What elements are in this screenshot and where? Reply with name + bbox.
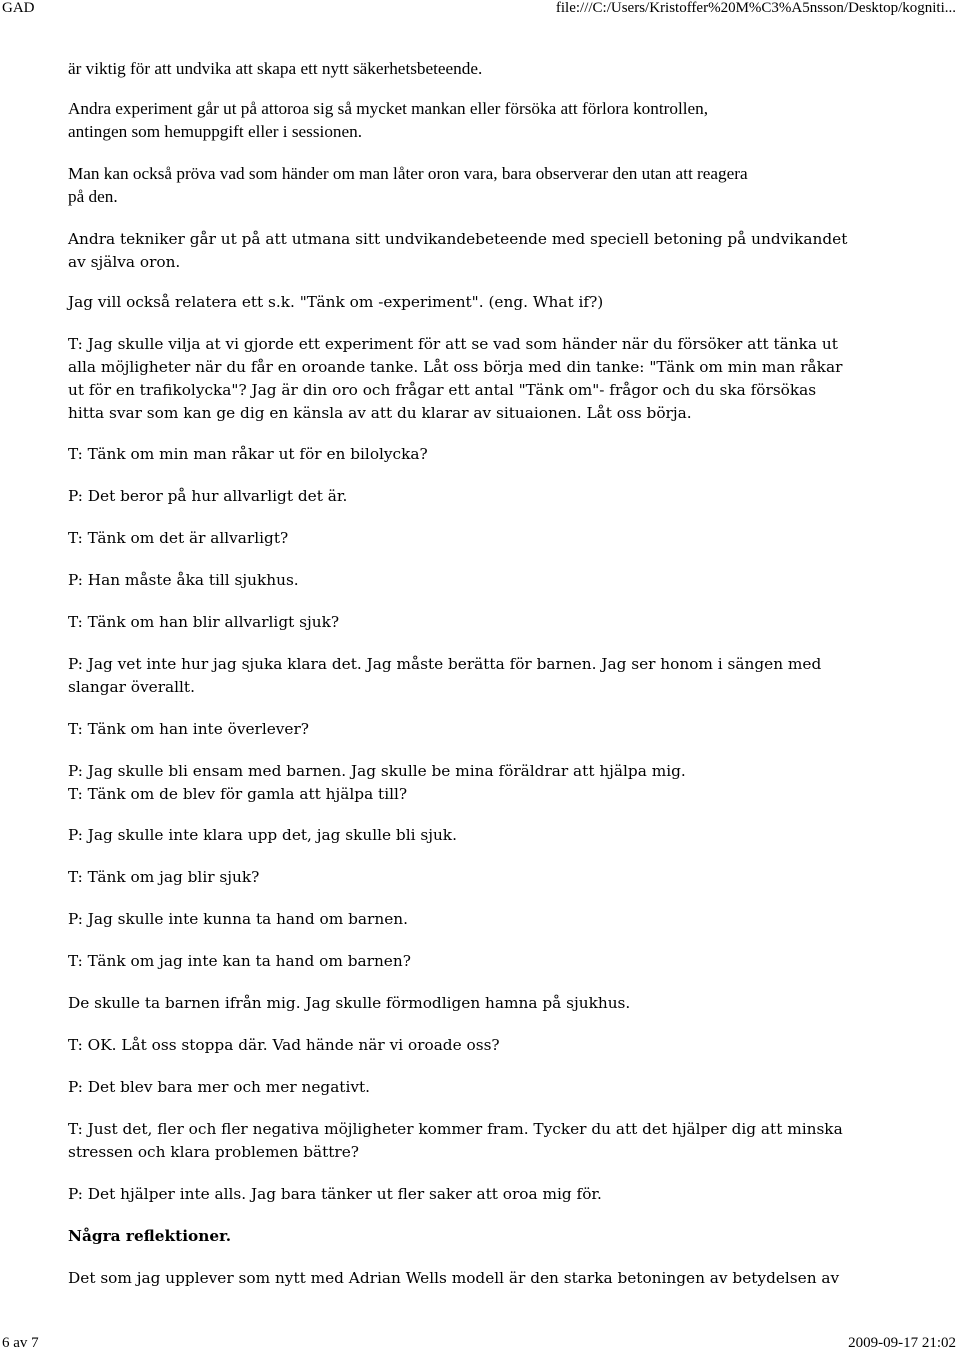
- paragraph: [68, 718, 309, 741]
- paragraph: [68, 333, 842, 425]
- text-line: P: Jag skulle inte klara upp det, jag skulle bli sjuk.: [68, 826, 457, 844]
- paragraph: [68, 653, 821, 699]
- paragraph: [68, 527, 288, 550]
- text-line: T: OK. Låt oss stoppa där. Vad hände när vi oroade oss?: [68, 1036, 500, 1054]
- text-line: är viktig för att undvika att skapa ett nytt säkerhetsbeteende.: [68, 59, 483, 78]
- text-line: De skulle ta barnen ifrån mig. Jag skulle förmodligen hamna på sjukhus.: [68, 994, 631, 1012]
- text-line: T: Tänk om jag blir sjuk?: [68, 868, 260, 886]
- paragraph: [68, 443, 428, 466]
- paragraph: [68, 1076, 370, 1099]
- text-line: T: Just det, fler och fler negativa möjligheter kommer fram. Tycker du att det hjälper dig att minska: [68, 1120, 843, 1138]
- paragraph: [68, 485, 347, 508]
- text-line: slangar överallt.: [68, 678, 195, 696]
- text-line: T: Tänk om min man råkar ut för en bilolycka?: [68, 445, 428, 463]
- paragraph: [68, 950, 411, 973]
- text-line: P: Jag skulle inte kunna ta hand om barnen.: [68, 910, 408, 928]
- header-title: GAD: [2, 0, 35, 16]
- text-line: Andra tekniker går ut på att utmana sitt undvikandebeteende med speciell betoning på undvikandet: [68, 230, 848, 248]
- page-number: 6 av 7: [2, 1335, 39, 1351]
- paragraph: [68, 162, 748, 208]
- paragraph: [68, 1034, 500, 1057]
- text-line: på den.: [68, 187, 118, 206]
- text-line: P: Det blev bara mer och mer negativt.: [68, 1078, 371, 1096]
- text-line: T: Tänk om han blir allvarligt sjuk?: [68, 613, 340, 631]
- text-line: P: Jag vet inte hur jag sjuka klara det. Jag måste berätta för barnen. Jag ser honom i sängen med: [68, 655, 822, 673]
- text-line: stressen och klara problemen bättre?: [68, 1143, 359, 1161]
- paragraph: [68, 228, 847, 274]
- section-heading: [68, 1225, 231, 1248]
- browser-print-footer: [0, 1335, 960, 1353]
- text-line: T: Tänk om det är allvarligt?: [68, 529, 289, 547]
- text-line: P: Jag skulle bli ensam med barnen. Jag skulle be mina föräldrar att hjälpa mig.: [68, 762, 686, 780]
- text-line: T: Jag skulle vilja at vi gjorde ett experiment för att se vad som händer när du försöker att tänka ut: [68, 335, 838, 353]
- text-line: Andra experiment går ut på attoroa sig så mycket mankan eller försöka att förlora kontrollen,: [68, 99, 709, 118]
- paragraph: [68, 908, 408, 931]
- text-line: P: Det hjälper inte alls. Jag bara tänker ut fler saker att oroa mig för.: [68, 1185, 602, 1203]
- print-timestamp: 2009-09-17 21:02: [848, 1335, 956, 1351]
- header-file-url: file:///C:/Users/Kristoffer%20M%C3%A5nsson/Desktop/kogniti...: [555, 0, 956, 16]
- paragraph: [68, 760, 686, 806]
- text-line: ut för en trafikolycka"? Jag är din oro och frågar ett antal "Tänk om"- frågor och du ska försökas: [68, 381, 817, 399]
- text-line: hitta svar som kan ge dig en känsla av att du klarar av situaionen. Låt oss börja.: [68, 404, 692, 422]
- text-line: T: Tänk om de blev för gamla att hjälpa till?: [68, 785, 408, 803]
- heading-text: Några reflektioner.: [68, 1227, 232, 1245]
- paragraph: [68, 569, 299, 592]
- paragraph: [68, 611, 339, 634]
- paragraph: [68, 57, 482, 80]
- text-line: antingen som hemuppgift eller i sessionen.: [68, 122, 363, 141]
- text-line: T: Tänk om jag inte kan ta hand om barnen?: [68, 952, 411, 970]
- text-line: T: Tänk om han inte överlever?: [68, 720, 309, 738]
- paragraph: [68, 1267, 839, 1290]
- text-line: P: Han måste åka till sjukhus.: [68, 571, 299, 589]
- paragraph: [68, 866, 259, 889]
- paragraph: [68, 824, 457, 847]
- paragraph: [68, 97, 708, 143]
- paragraph: [68, 1118, 843, 1164]
- text-line: Jag vill också relatera ett s.k. "Tänk om -experiment". (eng. What if?): [68, 293, 604, 311]
- text-line: alla möjligheter när du får en oroande tanke. Låt oss börja med din tanke: "Tänk om min man råkar: [68, 358, 843, 376]
- text-line: av själva oron.: [68, 253, 181, 271]
- text-line: Man kan också pröva vad som händer om man låter oron vara, bara observerar den utan att reagera: [68, 164, 748, 183]
- text-line: Det som jag upplever som nytt med Adrian Wells modell är den starka betoningen av betydelsen av: [68, 1269, 840, 1287]
- text-line: P: Det beror på hur allvarligt det är.: [68, 487, 348, 505]
- browser-print-header: [0, 0, 960, 18]
- paragraph: [68, 992, 630, 1015]
- paragraph: [68, 291, 603, 314]
- paragraph: [68, 1183, 602, 1206]
